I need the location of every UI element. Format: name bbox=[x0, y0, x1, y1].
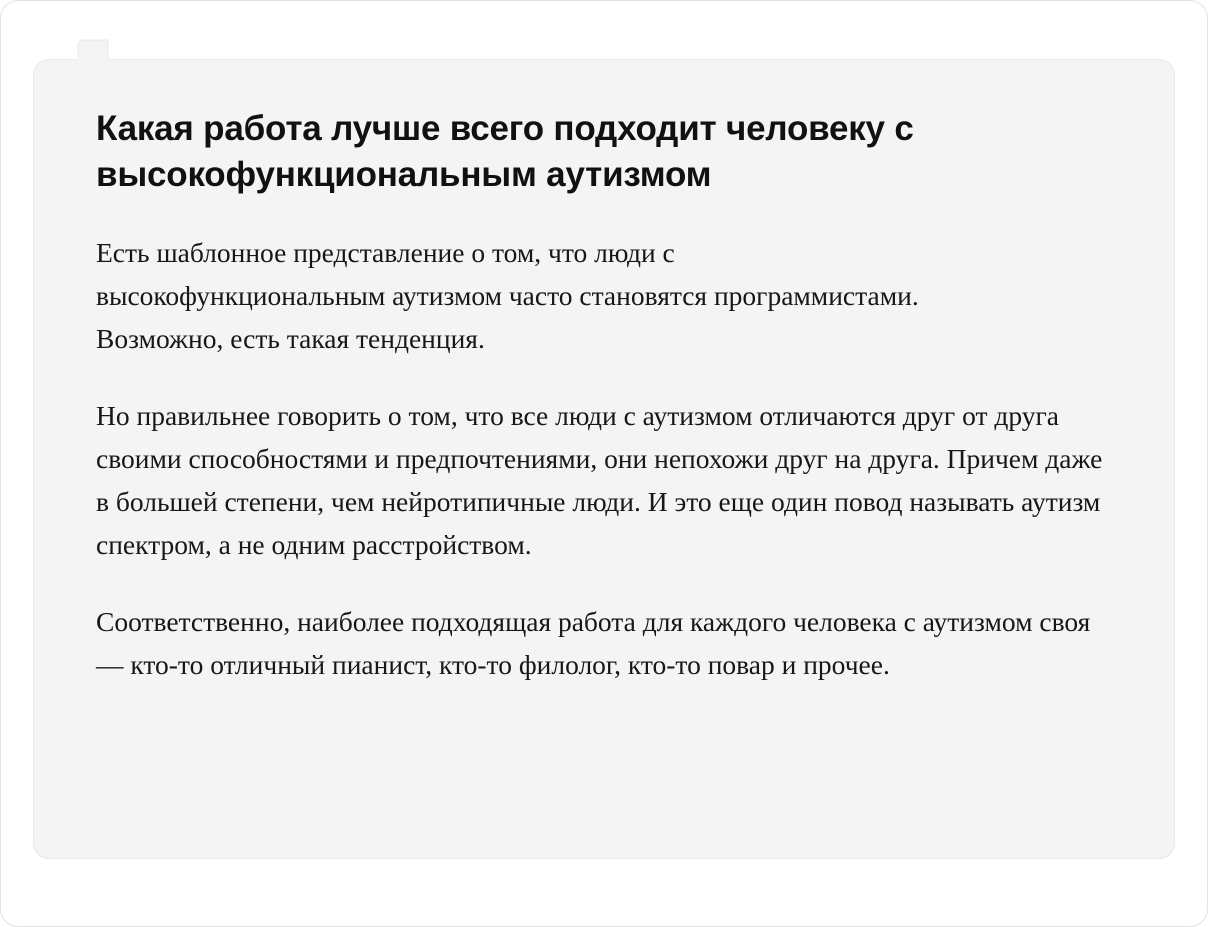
bubble-paragraph: Соответственно, наиболее подходящая работа для каждого человека с аутизмом своя — кто-то отличный пианист, кто-то филолог, кто-то повар и прочее. bbox=[96, 605, 1091, 680]
speech-bubble-tail-icon bbox=[76, 38, 110, 64]
speech-bubble-card bbox=[33, 59, 1175, 859]
speech-bubble-container bbox=[33, 59, 1175, 859]
bubble-paragraph: Есть шаблонное представление о том, что люди с высокофункциональным аутизмом часто становятся программистами. Возможно, есть такая тенденция. bbox=[96, 237, 919, 355]
bubble-paragraph: Но правильнее говорить о том, что все люди с аутизмом отличаются друг от друга своими способностями и предпочтениями, они непохожи друг на друга. Причем даже в большей степени, чем нейротипичные люди. И это еще один повод называть аутизм спектром, а не одним расстройством. bbox=[96, 400, 1103, 560]
bubble-body bbox=[96, 232, 1112, 686]
bubble-title: Какая работа лучше всего подходит человеку с высокофункциональным аутизмом bbox=[96, 109, 914, 195]
